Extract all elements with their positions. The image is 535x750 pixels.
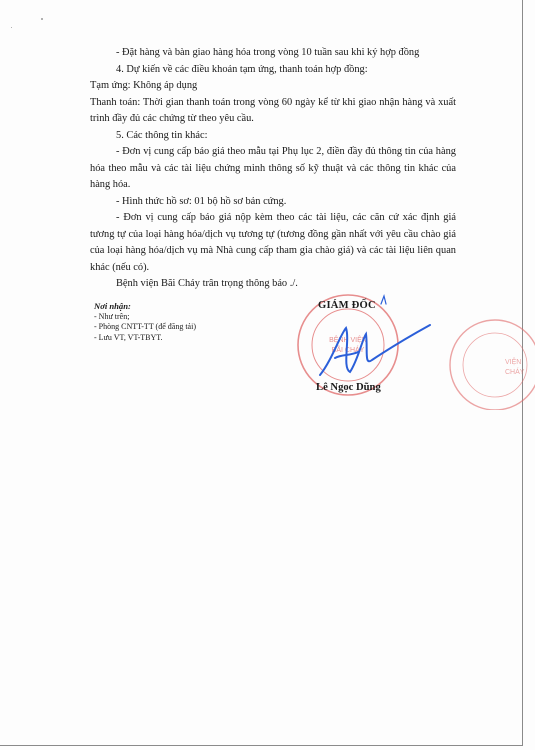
paragraph-quote-form: - Đơn vị cung cấp báo giá theo mẫu tại Phụ lục 2, điền đầy đủ thông tin của hàng hóa theo mẫu và các tài liệu chứng minh thông số kỹ thuật và các thông tin khác của hàng hóa.: [90, 146, 456, 190]
partial-seal-icon: [450, 320, 535, 410]
recipients-heading: Nơi nhận:: [94, 301, 131, 311]
recipients-block: [94, 301, 284, 343]
paragraph-attachments: - Đơn vị cung cấp báo giá nộp kèm theo các tài liệu, các căn cứ xác định giá tương tự của loại hàng hóa/dịch vụ tương tự (tương đồng gần nhất với yêu cầu chào giá của loại hàng hóa/dịch vụ mà Nhà cung cấp tham gia chào giá) và các tài liệu liên quan khác (nếu có).: [90, 212, 456, 273]
paragraph-closing: Bệnh viện Bãi Cháy trân trọng thông báo ./.: [116, 278, 298, 289]
svg-text:BÃI CHÁY: BÃI CHÁY: [331, 347, 365, 354]
paragraph-payment: Thanh toán: Thời gian thanh toán trong vòng 60 ngày kể từ khi giao nhận hàng và xuất trình đầy đủ các chứng từ theo yêu cầu.: [90, 96, 456, 124]
svg-text:BỆNH VIỆN: BỆNH VIỆN: [329, 337, 367, 344]
recipient-item: - Như trên;: [94, 311, 130, 321]
paragraph-dossier-form: - Hình thức hồ sơ: 01 bộ hồ sơ bản cứng.: [116, 195, 287, 207]
signer-name: Lê Ngọc Dũng: [316, 382, 381, 393]
recipient-item: - Phòng CNTT-TT (để đăng tải): [94, 322, 196, 332]
paragraph-delivery: - Đặt hàng và bàn giao hàng hóa trong vòng 10 tuần sau khi ký hợp đồng: [116, 47, 420, 58]
page-edge-bottom: [0, 745, 523, 746]
document-body: [90, 45, 456, 293]
recipient-item: - Lưu VT, VT-TBYT.: [94, 332, 163, 342]
scan-speck: [11, 27, 12, 28]
paragraph-section-5: 5. Các thông tin khác:: [116, 129, 208, 141]
signer-title: GIÁM ĐỐC: [318, 300, 376, 311]
svg-text:CHÁY: CHÁY: [505, 369, 525, 376]
svg-text:VIỆN: VIỆN: [505, 359, 522, 366]
paragraph-section-4: 4. Dự kiến về các điều khoản tạm ứng, thanh toán hợp đồng:: [116, 63, 368, 75]
scan-speck: [41, 18, 43, 20]
paragraph-advance: Tạm ứng: Không áp dụng: [90, 80, 198, 91]
